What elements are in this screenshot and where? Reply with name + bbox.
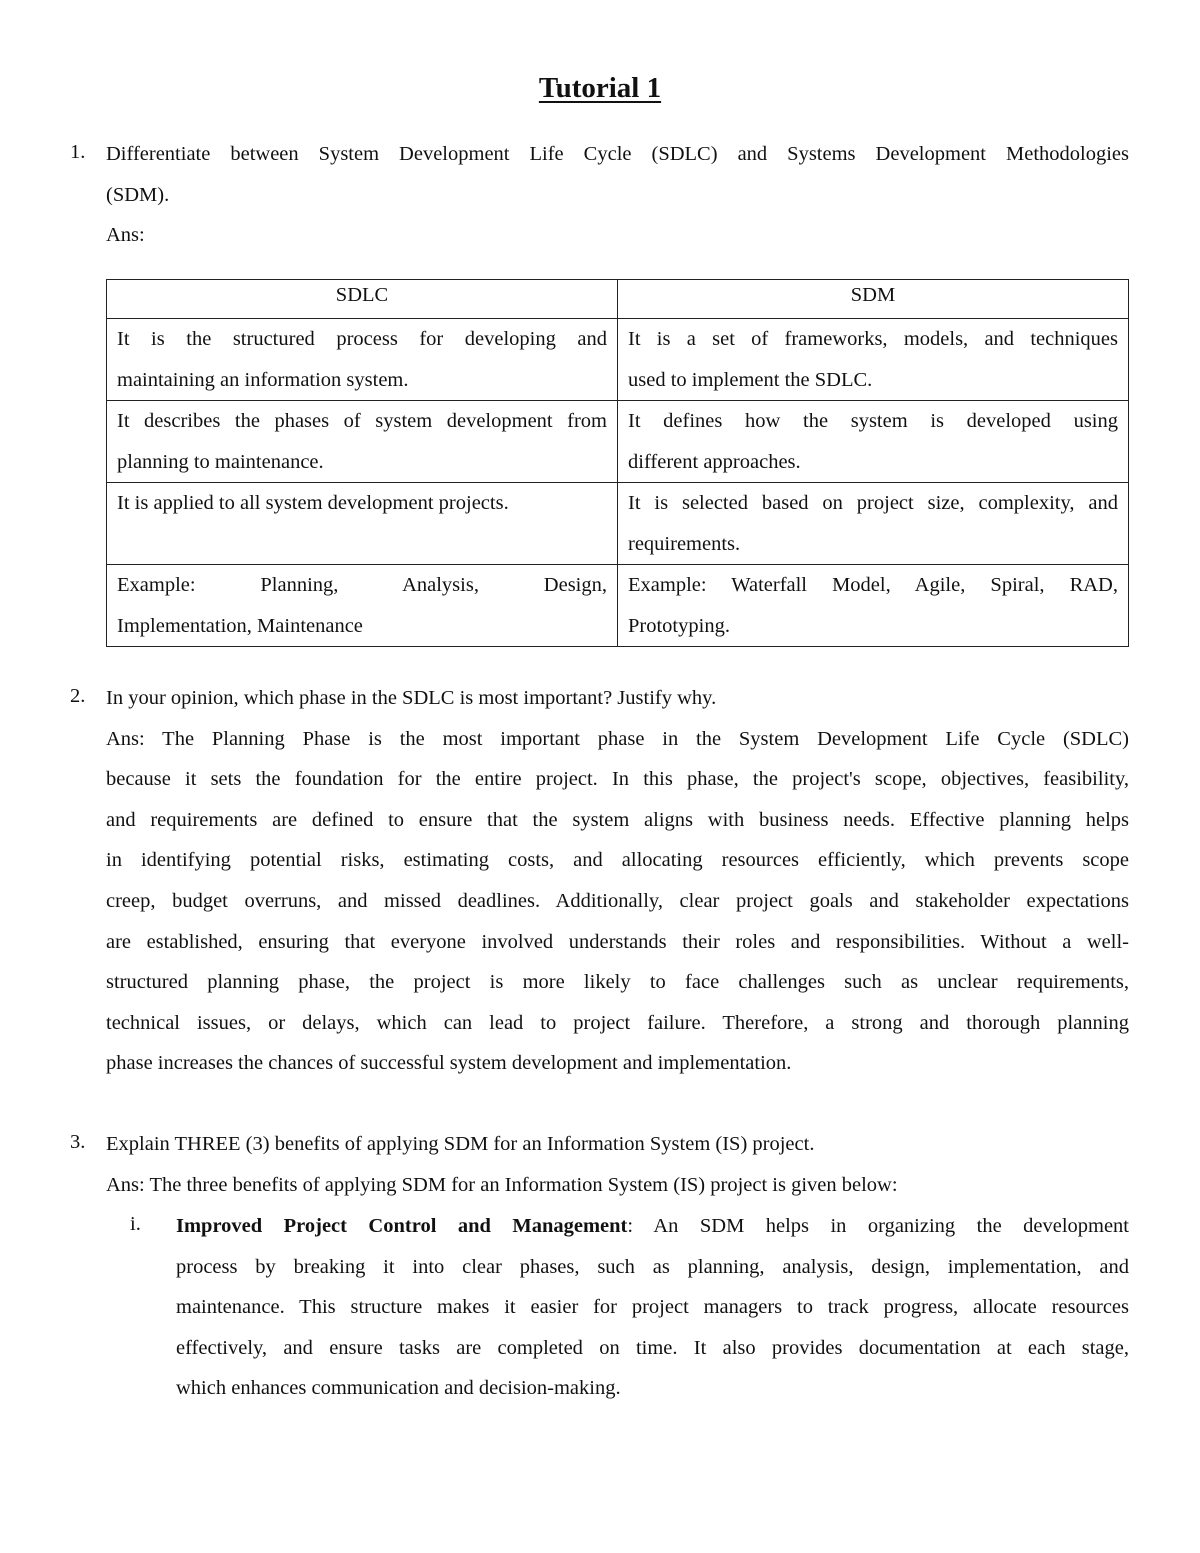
- question-3-answer-intro: Ans: The three benefits of applying SDM for an Information System (IS) project is given below:: [106, 1173, 898, 1196]
- answer-line: structured planning phase, the project is more likely to face challenges such as unclear requirements,: [106, 971, 1129, 994]
- question-2: [106, 678, 1129, 1084]
- table-cell-sdm: [618, 319, 1129, 401]
- table-cell-sdm: [618, 401, 1129, 483]
- cell-line: Example: Waterfall Model, Agile, Spiral, RAD,: [628, 574, 1118, 596]
- benefit-line: which enhances communication and decision-making.: [176, 1377, 621, 1400]
- question-3-text: Explain THREE (3) benefits of applying SDM for an Information System (IS) project.: [106, 1133, 815, 1155]
- cell-line: It is applied to all system development projects.: [117, 492, 509, 514]
- benefit-1-numeral: i.: [130, 1213, 141, 1235]
- answer-line: and requirements are defined to ensure that the system aligns with business needs. Effective planning helps: [106, 808, 1129, 831]
- answer-line: phase increases the chances of successful system development and implementation.: [106, 1052, 792, 1075]
- table-cell-sdlc: [107, 483, 618, 565]
- benefit-1-heading: Improved Project Control and Management: [176, 1215, 628, 1237]
- question-1-text-line-2: (SDM).: [106, 183, 170, 206]
- benefit-line: effectively, and ensure tasks are completed on time. It also provides documentation at each stage,: [176, 1336, 1129, 1359]
- benefit-1-first-line-rest: : An SDM helps in organizing the development: [627, 1215, 1130, 1237]
- table-header-sdm: SDM: [618, 280, 1129, 319]
- table-row: [107, 565, 1129, 647]
- cell-line: Implementation, Maintenance: [117, 614, 363, 637]
- table-row: [107, 401, 1129, 483]
- answer-line: are established, ensuring that everyone involved understands their roles and responsibilities. Without a well-: [106, 930, 1129, 953]
- benefit-1: [176, 1206, 1129, 1409]
- table-row: [107, 483, 1129, 565]
- question-2-text: In your opinion, which phase in the SDLC is most important? Justify why.: [106, 687, 717, 709]
- question-3-number: 3.: [70, 1131, 86, 1153]
- benefit-1-first-line: [176, 1206, 1129, 1247]
- table-cell-sdm: [618, 565, 1129, 647]
- cell-line: planning to maintenance.: [117, 450, 324, 473]
- cell-line: different approaches.: [628, 450, 801, 473]
- answer-line: because it sets the foundation for the entire project. In this phase, the project's scope, objectives, feasibility,: [106, 768, 1129, 791]
- question-3: [106, 1124, 1129, 1205]
- cell-line: It is the structured process for developing and: [117, 328, 607, 350]
- table-header-sdlc: SDLC: [107, 280, 618, 319]
- benefit-line: maintenance. This structure makes it easier for project managers to track progress, allocate resources: [176, 1296, 1129, 1319]
- cell-line: It is a set of frameworks, models, and techniques: [628, 328, 1118, 350]
- question-1-number: 1.: [70, 141, 86, 163]
- cell-line: Prototyping.: [628, 614, 730, 637]
- benefit-line: process by breaking it into clear phases, such as planning, analysis, design, implementation, and: [176, 1255, 1129, 1278]
- cell-line: maintaining an information system.: [117, 368, 409, 391]
- question-1-ans-label: Ans:: [106, 224, 145, 247]
- table-row: [107, 319, 1129, 401]
- question-2-number: 2.: [70, 685, 86, 707]
- table-cell-sdlc: [107, 319, 618, 401]
- table-cell-sdlc: [107, 565, 618, 647]
- table-cell-sdm: [618, 483, 1129, 565]
- page-title: Tutorial 1: [538, 72, 662, 104]
- cell-line: Example: Planning, Analysis, Design,: [117, 574, 607, 596]
- answer-line: Ans: The Planning Phase is the most important phase in the System Development Life Cycle (SDLC): [106, 727, 1129, 750]
- comparison-table: [106, 279, 1129, 647]
- table-cell-sdlc: [107, 401, 618, 483]
- cell-line: requirements.: [628, 532, 741, 555]
- question-1-text-line-1: Differentiate between System Development Life Cycle (SDLC) and Systems Development Methodologies: [106, 143, 1129, 165]
- cell-line: It defines how the system is developed using: [628, 410, 1118, 432]
- question-1: [106, 134, 1129, 256]
- cell-line: It describes the phases of system development from: [117, 410, 607, 432]
- answer-line: creep, budget overruns, and missed deadlines. Additionally, clear project goals and stakeholder expectations: [106, 889, 1129, 912]
- answer-line: technical issues, or delays, which can lead to project failure. Therefore, a strong and thorough planning: [106, 1011, 1129, 1034]
- table-header-row: [107, 280, 1129, 319]
- cell-line: used to implement the SDLC.: [628, 368, 873, 391]
- answer-line: in identifying potential risks, estimating costs, and allocating resources efficiently, which prevents scope: [106, 849, 1129, 872]
- cell-line: It is selected based on project size, complexity, and: [628, 492, 1118, 514]
